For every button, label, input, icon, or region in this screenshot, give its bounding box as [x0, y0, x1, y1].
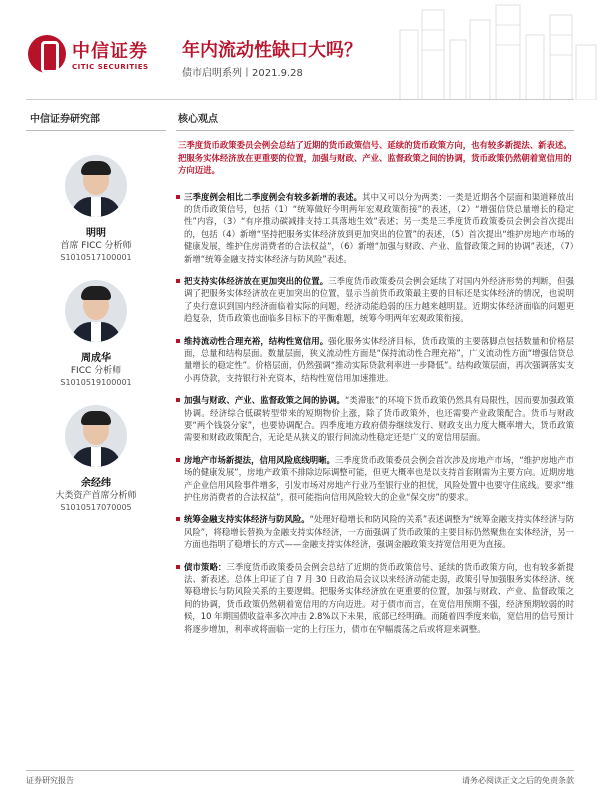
paragraph-lead: 加强与财政、产业、监督政策之间的协调。: [184, 395, 345, 406]
analyst-code: S1010517100001: [60, 253, 132, 262]
analyst-photo: [65, 155, 127, 217]
paragraph-text: 其中又可以分为两类：一类是近期各个层面和渠道释放出的货币政策信号，包括（1）“统筹做好今明两年宏观政策衔接”的表述，（2）“增强信贷总量增长的稳定性”内容，（3）“有序推动碳减排支持工具落地生效”表述；另一类是三季度货币政策委员会例会首次提出的，包括（4）新增“坚持把服务实体经济放到更加突出的位置”的表述，（5）首次提出“维护房地产市场的健康发展，维护住房消费者的合法权益”，（6）新增“加强与财政、产业、监督政策之间的协调”表述，（7）新增“统筹金融支持实体经济与防风险”表述。: [184, 191, 575, 264]
citic-logo: [28, 35, 149, 73]
footer-disclaimer: 请务必阅读正文之后的免责条款: [462, 776, 574, 785]
bullet-paragraph: [176, 454, 574, 504]
page-footer: [26, 770, 574, 786]
bullet-paragraph: [176, 191, 574, 265]
section-heading: 核心观点: [176, 102, 574, 131]
bullet-paragraph: [176, 275, 574, 325]
paragraph-lead: 统筹金融支持实体经济与防风险。: [184, 514, 310, 525]
analyst-title: FICC 分析师: [70, 366, 122, 376]
logo-chinese-text: 中信证券: [72, 41, 148, 62]
bullet-paragraph: [176, 335, 574, 385]
paragraph-text: “处理好稳增长和防风险的关系”表述调整为“统筹金融支持实体经济与防风险”，将稳增长替换为金融支持实体经济，一方面强调了货币政策的主要目标仍然聚焦在实体经济，另一方面也指明了稳增长的方式——金融支持实体经济，强调金融政策支持宽信用更为直接。: [184, 514, 575, 550]
bullet-icon: [176, 517, 180, 521]
analyst-photo: [65, 405, 127, 467]
citic-emblem-icon: [28, 35, 66, 73]
analyst-name: 周成华: [81, 353, 111, 364]
analyst-title: 大类资产首席分析师: [55, 491, 137, 501]
paragraph-text: 三季度货币政策委员会例会延续了对国内外经济形势的判断，但强调了把服务实体经济放在更加突出的位置，显示当前货币政策最主要的目标还是实体经济的情况，也说明了央行意识到国内经济面临着实际的问题，经济动能趋弱的压力越来越明显。近期实体经济面临的问题更趋复杂，货币政策也面临多目标下的平衡难题，统筹今明两年宏观政策衔接。: [184, 275, 575, 324]
paragraph-lead: 把支持实体经济放在更加突出的位置。: [184, 275, 329, 286]
core-views-section: [176, 102, 574, 645]
analyst-sidebar: [26, 102, 166, 530]
analyst-name: 余经纬: [81, 478, 111, 489]
bullet-paragraph: [176, 394, 574, 444]
paragraph-lead: 三季度例会相比二季度例会有较多新增的表述。: [184, 191, 363, 202]
summary-text: 三季度货币政策委员会例会总结了近期的货币政策信号、延续的货币政策方向，也有较多新提法、新表述。把服务实体经济放在更重要的位置，加强与财政、产业、监督政策之间的协调，货币政策仍然朝着宽信用的方向迈进。: [178, 140, 572, 175]
paragraph-lead: 房地产市场新提法，信用风险底线明晰。: [184, 454, 335, 465]
bullet-icon: [176, 339, 180, 343]
paragraph-lead: 维持流动性合理充裕，结构性宽信用。: [184, 335, 329, 346]
report-subtitle: 债市启明系列丨2021.9.28: [182, 68, 303, 79]
logo-english-text: CITIC SECURITIES: [72, 63, 149, 71]
paragraph-text: 三季度货币政策委员会例会总结了近期的货币政策信号、延续的货币政策方向，也有较多新提法、新表述。总体上印证了自 7 月 30 日政治局会议以来经济动能走弱，政策引导加强服务实体经济、统筹稳增长与防风险关系的主要逻辑。把服务实体经济放在更重要的位置，加强与财政、产业、监督政策之间的协调，货币政策仍然朝着宽信用的方向迈进。对于债市而言，在宽信用预期不强，经济预期较弱的时候，10 年期国债收益率多次冲击 2.8%以下未果，底部已经明确。而随着四季度来临，宽信用的信号预计将逐步增加，利率或将面临一定的上行压力，债市在窄幅震荡之后或将迎来调整。: [184, 561, 575, 634]
paragraph-text: “类滞胀”的环境下货币政策仍然具有局限性，因而要加强政策协调。经济综合低碳转型带来的短期物价上涨，除了货币政策外，也还需要产业政策配合。货币与财政要“两个钱袋分家”，也要协调配合。四季度地方政府债券继续发行、财政支出力度大概率增大，货币政策需要和财政政策配合，无论是从狭义的银行间流动性稳定还是广义的宽信用层面。: [184, 395, 574, 443]
analyst-code: S1010519100001: [60, 378, 132, 387]
bullet-icon: [176, 279, 180, 283]
bullet-icon: [176, 398, 180, 402]
analyst-card: [26, 405, 166, 514]
analyst-title: 首席 FICC 分析师: [60, 241, 132, 251]
paragraph-text: 强化服务实体经济目标，货币政策的主要落脚点包括数量和价格层面，总量和结构层面。数量层面，狭义流动性方面是“保持流动性合理充裕”，广义流动性方面“增强信贷总量增长的稳定性”。价格层面，仍然强调“推动实际贷款利率进一步降低”。结构政策层面，再次强调落实支小再贷款，支持银行补充资本，结构性宽信用加速推进。: [184, 335, 575, 383]
report-title: 年内流动性缺口大吗？: [182, 40, 362, 61]
bullet-icon: [176, 458, 180, 462]
paragraph-lead: 债市策略：: [184, 561, 227, 572]
analyst-card: [26, 155, 166, 264]
analyst-code: S1010517070005: [60, 503, 132, 512]
analyst-card: [26, 280, 166, 389]
paragraph-text: 三季度货币政策委员会例会首次涉及房地产市场，“维护房地产市场的健康发展”，房地产政策不排除边际调整可能，但更大概率也是以支持首套刚需为主要方向。近期房地产企业信用风险事件增多，引发市场对房地产行业乃至银行业的担忧，风险处置中也要守住底线。要求“维护住房消费者的合法权益”，很可能指向信用风险较大的企业“保交房”的要求。: [184, 454, 575, 503]
bullet-icon: [176, 195, 180, 199]
bullet-icon: [176, 565, 180, 569]
footer-left-text: 证券研究报告: [26, 776, 74, 785]
report-header: [0, 0, 600, 100]
analyst-name: 明明: [86, 228, 106, 239]
city-skyline-decoration: [360, 0, 600, 100]
header-divider: [26, 99, 574, 100]
bullet-paragraph: [176, 561, 574, 635]
sidebar-heading: 中信证券研究部: [26, 102, 166, 131]
bullet-paragraph: [176, 513, 574, 550]
analyst-photo: [65, 280, 127, 342]
